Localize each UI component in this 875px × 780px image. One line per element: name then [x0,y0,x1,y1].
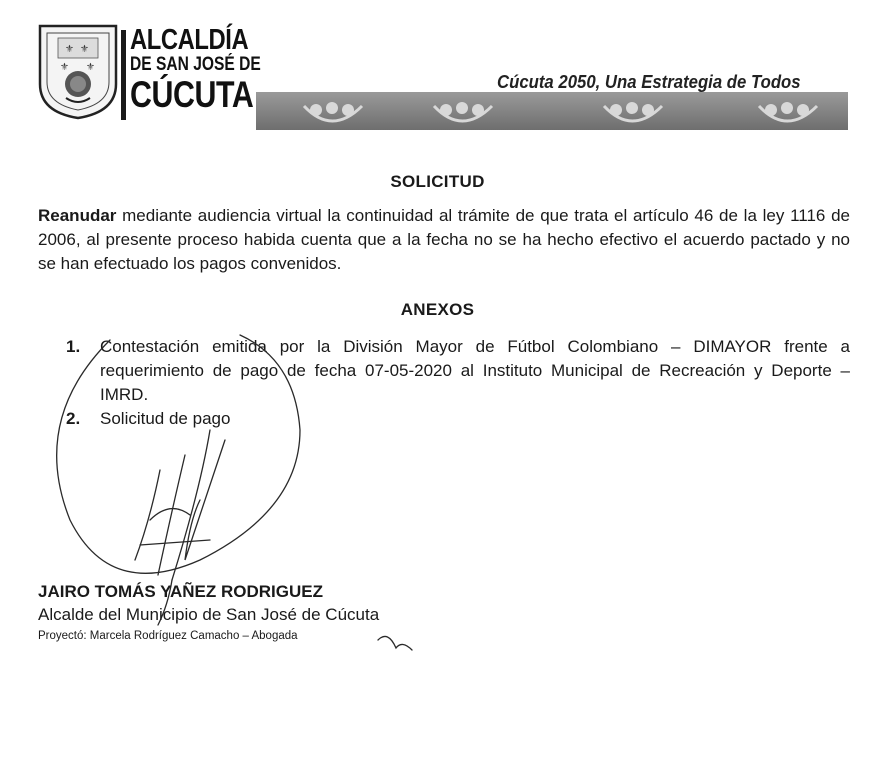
svg-text:⚜: ⚜ [80,44,89,55]
solicitud-heading: SOLICITUD [390,172,485,191]
slogan: Cúcuta 2050, Una Estrategia de Todos [497,72,801,92]
anexos-list [66,335,850,431]
anexos-heading: ANEXOS [400,300,475,319]
solicitud-text: mediante audiencia virtual la continuidad al trámite de que trata el artículo 46 de la ley 1116 de 2006, al presente proceso habida cuenta que a la fecha no se ha hecho efectivo el acuerdo pactado y no se han efectuado los pagos convenidos. [38,206,850,273]
brand-line-2: DE SAN JOSÉ DE [130,54,261,75]
list-item-text: Solicitud de pago [100,409,231,428]
brand-divider-bar [121,30,126,120]
signer-name: JAIRO TOMÁS YAÑEZ RODRIGUEZ [38,582,323,601]
list-item [66,407,850,431]
signer-title: Alcalde del Municipio de San José de Cúcuta [38,605,380,624]
list-item-number: 1. [66,337,81,356]
list-item-text: Contestación emitida por la División Mayor de Fútbol Colombiano – DIMAYOR frente a requerimiento de pago de fecha 07-05-2020 al Instituto Municipal de Recreación y Deporte – IMRD. [100,337,850,404]
svg-text:⚜: ⚜ [60,62,69,73]
header-banner-graphic [256,92,848,130]
list-item-number: 2. [66,409,81,428]
brand-line-3: CÚCUTA [130,74,254,115]
solicitud-paragraph [38,204,850,276]
brand-line-1: ALCALDÍA [130,24,249,56]
svg-text:⚜: ⚜ [65,44,74,55]
solicitud-bold-lead: Reanudar [38,206,117,225]
projected-by-note: Proyectó: Marcela Rodríguez Camacho – Abogada [38,630,298,642]
municipal-crest-logo [38,24,118,120]
list-item [66,335,850,407]
svg-text:⚜: ⚜ [86,62,95,73]
